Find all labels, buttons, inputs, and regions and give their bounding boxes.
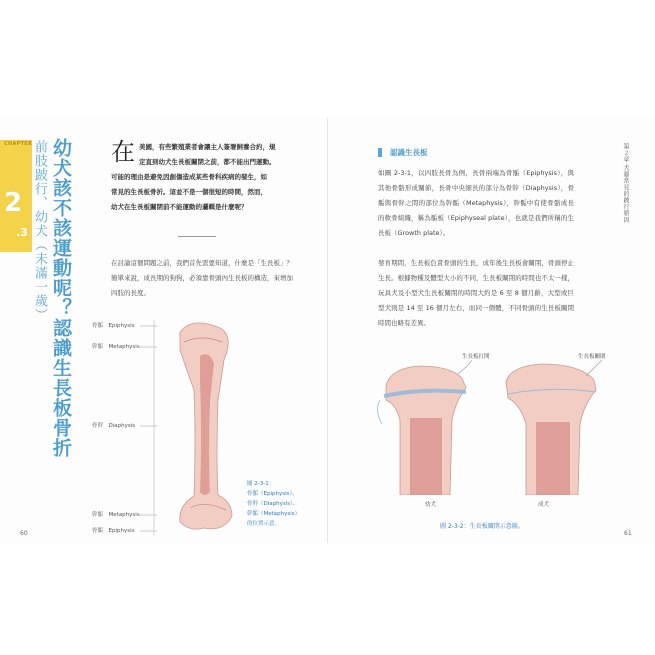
figure-growth-plate [370, 360, 610, 495]
chapter-sub-number: .3 [16, 226, 28, 239]
label-diaphysis: 骨幹 Diaphysis [92, 423, 136, 429]
section-marker [378, 148, 382, 157]
body-paragraph-right-1: 如圖 2-3-1，以四肢長骨為例，長骨兩端為骨骺（Epiphysis），與其他骨骼形成關節，長骨中央細長的部分為骨幹（Diaphysis），骨骺與骨幹之間的部位為幹骺（Metaphysis），幹骺中有使骨骼成長的軟骨組織，稱為骺板（Epiphyseal plate），也就是我們所稱的生長板（Growth plate）。 [378, 169, 574, 237]
intro-line: 常見的生長板骨折。這並不是一個很短的時間，然而， [111, 188, 267, 196]
label-metaphysis-top: 幹骺 Metaphysis [92, 344, 140, 350]
intro-line: 可能的理由是避免因創傷造成某些骨科疾病的發生，如 [111, 173, 267, 181]
label-plate-open: 生長板打開 [462, 354, 490, 360]
intro-text [111, 140, 291, 215]
caption-line: 骨骺（Epiphysis）、 [247, 491, 298, 497]
label-metaphysis-bottom: 幹骺 Metaphysis [92, 512, 140, 518]
caption-line: 的位置示意。 [247, 521, 281, 527]
chapter-label: CHAPTER [4, 141, 33, 147]
chapter-subtitle: 前肢跛行、幼犬（未滿一歲） [32, 140, 47, 322]
page-number-left: 60 [20, 530, 28, 537]
page-number-right: 61 [624, 530, 632, 537]
label-plate-closed: 生長板關閉 [578, 354, 606, 360]
chapter-number: 2 [4, 188, 23, 218]
chapter-title: 幼犬該不該運動呢？認識生長板骨折 [50, 138, 72, 458]
growth-plate-illustration [370, 360, 610, 495]
figure1-caption [247, 479, 317, 529]
intro-line: 定直到幼犬生長板關閉之前，都不能出門運動。 [139, 158, 276, 166]
figure2-caption: 圖 2-3-2：生長板關閉示意圖。 [440, 523, 524, 530]
caption-line: 圖 2-3-1： [247, 481, 275, 487]
separator-line [178, 236, 216, 237]
intro-line: 幼犬在生長板關閉前不能運動的邏輯是什麼呢？ [111, 203, 248, 211]
body-paragraph-right-2: 發育期間，生長板負責骨頭的生長，成年後生長板會關閉，骨頭停止生長。根據物種及體型大小的不同，生長板關閉的時間也不太一樣，玩具犬及小型犬生長板關閉的時間大約是 6 至 8 個月齡，大型或巨型犬則是 14 至 16 個月左右，而同一個體，不同骨頭的生長板關閉時間也略有差異。 [378, 259, 574, 327]
page-gutter [327, 118, 328, 543]
section-title: 認識生長板 [390, 148, 428, 157]
caption-line: 骨幹（Diaphysis）、 [247, 501, 299, 507]
drop-cap: 在 [111, 138, 135, 166]
intro-line: 美國，有些繁殖業者會讓主人簽署飼養合約，規 [139, 143, 276, 151]
label-epiphysis-bottom: 骨骺 Epiphysis [92, 528, 135, 534]
running-head: 第２章 犬貓常見的跛行原因 [622, 143, 629, 224]
caption-line: 幹骺（Metaphysis） [247, 511, 301, 517]
label-adult-dog: 成犬 [538, 502, 550, 508]
label-young-dog: 幼犬 [425, 502, 437, 508]
label-epiphysis-top: 骨骺 Epiphysis [92, 323, 135, 329]
body-paragraph-left: 在討論這個問題之前，我們首先需要知道，什麼是「生長板」？簡單來說，成長期的狗狗，必須靠骨頭內生長板的構造，來增加四肢的長度。 [111, 259, 293, 297]
